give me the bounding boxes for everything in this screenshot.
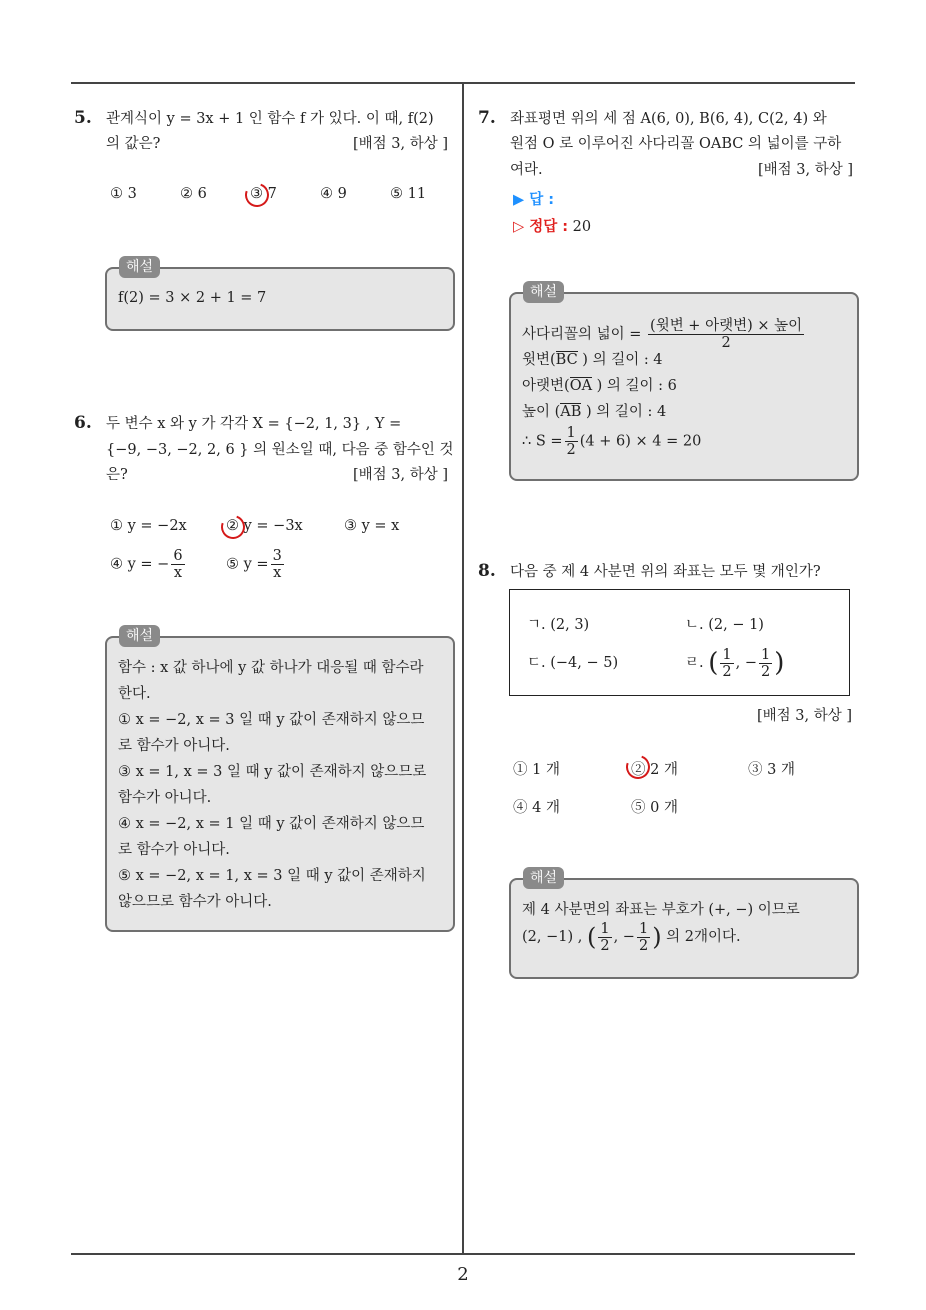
question-5-meta: [배점 3, 하상 ]: [352, 136, 448, 152]
q6-option-1[interactable]: ① y = −2x: [110, 518, 187, 534]
q6-explanation-line3: ① x = −2, x = 3 일 때 y 값이 존재하지 않으므: [118, 712, 425, 728]
q8-exp-den1: 2: [600, 937, 610, 954]
page-number: 2: [457, 1264, 469, 1285]
question-8-number: 8.: [478, 561, 496, 581]
q8-exp-open-paren: (: [586, 923, 597, 951]
q6-explanation-line8: 로 함수가 아니다.: [118, 842, 230, 858]
question-7-text-line3: 여라.: [510, 162, 543, 178]
q8-exp-close-paren: ): [652, 923, 662, 951]
q6-option-4-fraction: [171, 548, 184, 581]
q7-area-fraction: [648, 318, 804, 351]
question-6-text-line1: 두 변수 x 와 y 가 각각 X = {−2, 1, 3} , Y =: [106, 416, 402, 432]
q8-item-d: [685, 645, 784, 681]
q5-explanation-text: f(2) = 3 × 2 + 1 = 7: [118, 290, 267, 306]
q5-option-3[interactable]: ③ 7: [250, 186, 277, 202]
question-7-text-line1: 좌표평면 위의 세 점 A(6, 0), B(6, 4), C(2, 4) 와: [510, 111, 827, 127]
question-7-text-line2: 원점 O 로 이루어진 사다리꼴 OABC 의 넓이를 구하: [510, 136, 842, 152]
q6-explanation-line5: ③ x = 1, x = 3 일 때 y 값이 존재하지 않으므로: [118, 764, 427, 780]
q7-explanation-result: [522, 425, 701, 458]
q6-option-5[interactable]: [226, 548, 286, 581]
q6-explanation-line7: ④ x = −2, x = 1 일 때 y 값이 존재하지 않으므: [118, 816, 425, 832]
q5-option-5[interactable]: ⑤ 11: [390, 186, 427, 202]
q6-explanation-line9: ⑤ x = −2, x = 1, x = 3 일 때 y 값이 존재하지: [118, 868, 426, 884]
q8-item-b: ㄴ. (2, − 1): [685, 617, 764, 633]
question-8-meta: [배점 3, 하상 ]: [756, 708, 852, 724]
question-6-meta: [배점 3, 하상 ]: [352, 467, 448, 483]
q7-result-fraction: [565, 425, 578, 458]
q8-explanation-tag: 해설: [523, 867, 564, 889]
q5-option-4[interactable]: ④ 9: [320, 186, 347, 202]
q8-item-a: ㄱ. (2, 3): [527, 617, 590, 633]
q8-item-d-close-paren: ): [774, 648, 785, 678]
q8-item-d-prefix: ㄹ.: [685, 655, 704, 671]
q8-explanation-line1: 제 4 사분면의 좌표는 부호가 (+, −) 이므로: [522, 902, 800, 918]
q8-item-d-frac1: [720, 647, 733, 680]
q7-bottom-suffix: ) 의 길이 : 6: [592, 378, 677, 394]
q8-exp-suffix: 의 2개이다.: [666, 929, 741, 945]
q7-area-numerator: (윗변 + 아랫변) × 높이: [650, 318, 803, 334]
q6-answer-mark: [217, 511, 249, 543]
q6-explanation-line1: 함수 : x 값 하나에 y 값 하나가 대응될 때 함수라: [118, 660, 424, 676]
q7-top-suffix: ) 의 길이 : 4: [577, 352, 663, 368]
q7-top-prefix: 윗변(: [522, 352, 556, 368]
q7-height-segment: AB: [560, 404, 582, 420]
q7-area-prefix: 사다리꼴의 넓이 =: [522, 326, 642, 343]
q8-option-1[interactable]: ① 1 개: [513, 762, 560, 778]
q7-height-suffix: ) 의 길이 : 4: [581, 404, 667, 420]
q8-exp-den2: 2: [638, 937, 649, 954]
q8-exp-frac1: [598, 921, 611, 954]
q6-option-5-numerator: 3: [272, 548, 282, 564]
q8-item-d-den2: 2: [761, 663, 771, 680]
column-divider: [462, 82, 464, 1255]
q7-result-prefix: ∴ S =: [522, 433, 563, 450]
q8-exp-num1: 1: [600, 920, 610, 937]
q7-bottom-segment: OA: [569, 378, 593, 394]
question-5-text-line1: 관계식이 y = 3x + 1 인 함수 f 가 있다. 이 때, f(2): [106, 111, 434, 127]
question-6-text-line3: 은?: [106, 467, 128, 483]
question-8-text: 다음 중 제 4 사분면 위의 좌표는 모두 몇 개인가?: [510, 564, 821, 580]
q7-top-segment: BC: [555, 352, 578, 368]
q8-option-5[interactable]: ⑤ 0 개: [631, 800, 678, 816]
q6-option-5-fraction: [271, 548, 284, 581]
q7-bottom-prefix: 아랫변(: [522, 378, 570, 394]
question-6-number: 6.: [74, 413, 92, 433]
question-5-number: 5.: [74, 108, 92, 128]
q8-option-3[interactable]: ③ 3 개: [748, 762, 795, 778]
q7-result-denominator: 2: [566, 442, 576, 458]
question-5-text-line2: 의 값은?: [106, 136, 161, 152]
q6-option-4[interactable]: [110, 548, 187, 581]
q7-explanation-height: [522, 399, 666, 425]
q8-item-d-mid: , −: [735, 655, 757, 671]
q6-option-3[interactable]: ③ y = x: [344, 518, 400, 534]
q7-result-suffix: (4 + 6) × 4 = 20: [579, 433, 702, 450]
q5-answer-mark: [241, 179, 273, 211]
q7-correct-label: ▷ 정답 :: [513, 219, 569, 235]
q8-exp-mid: , −: [613, 929, 635, 945]
q6-option-5-prefix: ⑤ y =: [226, 556, 269, 573]
q7-answer-label: ▶ 답 :: [513, 192, 555, 208]
question-6-text-line2: {−9, −3, −2, 2, 6 } 의 원소일 때, 다음 중 함수인 것: [106, 442, 454, 458]
q8-item-d-open-paren: (: [708, 648, 719, 678]
q8-explanation-line2: [522, 920, 741, 954]
q6-option-4-denominator: x: [173, 565, 183, 581]
q8-item-d-num1: 1: [722, 646, 732, 663]
q8-item-c: ㄷ. (−4, − 5): [527, 655, 619, 671]
q6-explanation-line6: 함수가 아니다.: [118, 790, 212, 806]
q7-correct-row: [513, 217, 591, 237]
q6-option-2[interactable]: ② y = −3x: [226, 518, 303, 534]
q6-option-4-prefix: ④ y = −: [110, 556, 170, 573]
q6-option-4-numerator: 6: [173, 548, 183, 564]
q7-correct-value: 20: [572, 219, 592, 235]
q6-explanation-line4: 로 함수가 아니다.: [118, 738, 230, 754]
q5-option-2[interactable]: ② 6: [180, 186, 207, 202]
q6-explanation-line2: 한다.: [118, 686, 151, 702]
q8-item-d-den1: 2: [722, 663, 732, 680]
q7-explanation-bottom: [522, 373, 677, 399]
q8-item-d-num2: 1: [761, 646, 771, 663]
bottom-rule: [71, 1253, 855, 1255]
q6-option-5-denominator: x: [273, 565, 282, 581]
q8-item-d-frac2: [759, 647, 772, 680]
q7-explanation-top: [522, 347, 663, 373]
q8-option-4[interactable]: ④ 4 개: [513, 800, 560, 816]
q5-option-1[interactable]: ① 3: [110, 186, 137, 202]
q7-explanation-tag: 해설: [523, 281, 564, 303]
question-7-number: 7.: [478, 108, 496, 128]
q8-exp-frac2: [637, 921, 650, 954]
q6-explanation-line10: 않으므로 함수가 아니다.: [118, 894, 272, 910]
q8-choices-box: [509, 589, 850, 696]
q8-exp-num2: 1: [638, 920, 649, 937]
question-7-meta: [배점 3, 하상 ]: [757, 162, 853, 178]
q7-height-prefix: 높이 (: [522, 404, 561, 420]
q7-area-denominator: 2: [721, 335, 731, 351]
q8-exp-prefix: (2, −1) ,: [522, 929, 583, 945]
q7-result-numerator: 1: [566, 425, 576, 441]
q5-explanation-tag: 해설: [119, 256, 160, 278]
q8-option-2[interactable]: ② 2 개: [631, 762, 678, 778]
q6-explanation-tag: 해설: [119, 625, 160, 647]
